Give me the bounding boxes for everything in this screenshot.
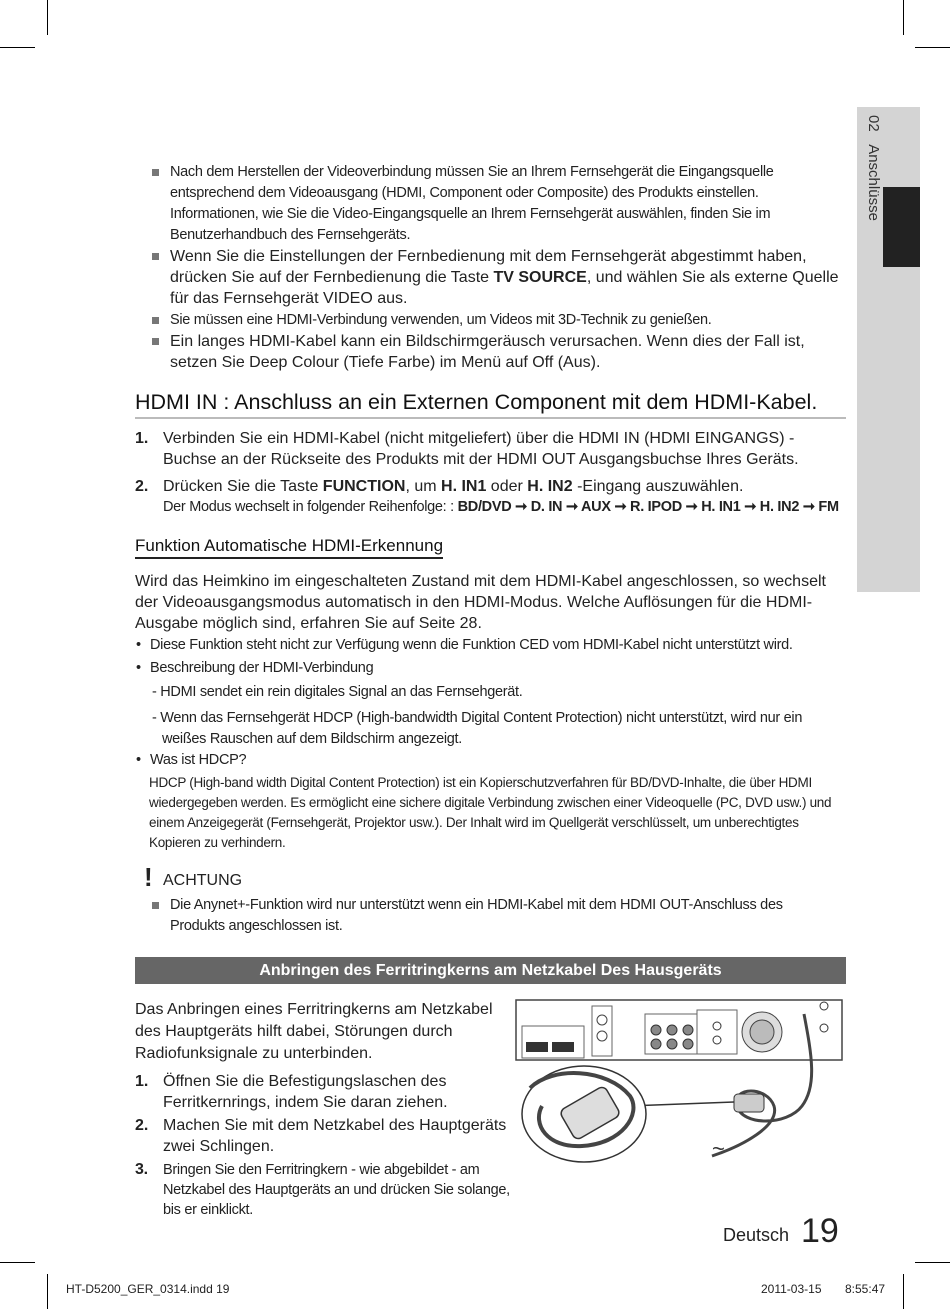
note-item: Sie müssen eine HDMI-Verbindung verwenden, um Videos mit 3D-Technik zu genießen.: [148, 310, 848, 331]
caution-list: [148, 895, 838, 937]
caution-title: ACHTUNG: [163, 872, 243, 889]
crop-mark: [915, 1262, 950, 1263]
ferrite-core-illustration: [512, 996, 848, 1170]
crop-mark: [903, 0, 904, 35]
chapter-sidebar: [857, 107, 920, 592]
ferrite-step-2: 2. Machen Sie mit dem Netzkabel des Hauptgeräts zwei Schlingen.: [135, 1117, 507, 1155]
crop-mark: [0, 47, 35, 48]
hdcp-explanation: HDCP (High-band width Digital Content Protection) ist ein Kopierschutzverfahren für BD/DVD-Inhalte, die über HDMI wiedergegeben werden. Es ermöglicht eine sichere digitale Verbindung zwischen einer Videoquelle (PC, DVD usw.) und einem Anzeigegerät (Fernsehgerät, Projektor usw.). Der Inhalt wird im Quellgerät verschlüsselt, um unberechtigtes Kopieren zu verhindern.: [149, 775, 832, 850]
ferrite-step-1: 1. Öffnen Sie die Befestigungslaschen des Ferritkernrings, indem Sie daran ziehen.: [135, 1073, 448, 1111]
footer-time: 8:55:47: [845, 1282, 886, 1296]
auto-dash-item: - Wenn das Fernsehgerät HDCP (High-bandwidth Digital Content Protection) nicht unterstützt, wird nur ein weißes Rauschen auf dem Bildschirm angezeigt.: [152, 710, 803, 747]
ferrite-step-3: 3. Bringen Sie den Ferritringkern - wie abgebildet - am Netzkabel des Hauptgeräts an und drücken Sie solange, bis er einklickt.: [135, 1161, 510, 1218]
footer-date: 2011-03-15: [761, 1282, 822, 1296]
auto-dash-item: - HDMI sendet ein rein digitales Signal an das Fernsehgerät.: [152, 684, 523, 700]
footer-file: HT-D5200_GER_0314.indd 19: [66, 1282, 230, 1296]
note-item: Nach dem Herstellen der Videoverbindung müssen Sie an Ihrem Fernsehgerät die Eingangsquelle entsprechend dem Videoausgang (HDMI, Component oder Composite) des Produkts einstellen. Informationen, wie Sie die Video-Eingangsquelle an Ihrem Fernsehgerät auswählen, finden Sie im Benutzerhandbuch des Fernsehgeräts.: [148, 162, 848, 246]
crop-mark: [47, 0, 48, 35]
mode-sequence: BD/DVD ➞ D. IN ➞ AUX ➞ R. IPOD ➞ H. IN1 ➞ H. IN2 ➞ FM: [457, 499, 839, 515]
page-number: 19: [801, 1212, 839, 1250]
section-heading-hdmi-in: HDMI IN : Anschluss an ein Externen Component mit dem HDMI-Kabel.: [135, 390, 818, 414]
subheading-auto-hdmi: Funktion Automatische HDMI-Erkennung: [135, 536, 443, 559]
caution-icon: !: [144, 862, 153, 892]
auto-bullet: • Diese Funktion steht nicht zur Verfügung wenn die Funktion CED vom HDMI-Kabel nicht unterstützt wird.: [136, 637, 793, 653]
heading-rule: [135, 417, 846, 419]
crop-mark: [903, 1274, 904, 1309]
crop-mark: [0, 1262, 35, 1263]
ferrite-section-bar: Anbringen des Ferritringkerns am Netzkabel Des Hausgeräts: [135, 957, 846, 984]
chapter-title: Anschlüsse: [865, 144, 882, 221]
note-item: Wenn Sie die Einstellungen der Fernbedienung mit dem Fernsehgerät abgestimmt haben, drücken Sie auf der Fernbedienung die Taste TV SOURCE, und wählen Sie als externe Quelle für das Fernsehgerät VIDEO aus.: [148, 246, 848, 309]
ferrite-intro: Das Anbringen eines Ferritringkerns am Netzkabel des Hauptgeräts hilft dabei, Störungen durch Radiofunksignale zu unterbinden.: [135, 1001, 493, 1062]
chapter-marker: [883, 187, 920, 267]
chapter-number: 02: [865, 115, 882, 132]
auto-intro: Wird das Heimkino im eingeschalteten Zustand mit dem HDMI-Kabel angeschlossen, so wechselt der Videoausgangsmodus automatisch in den HDMI-Modus. Welche Auflösungen für die HDMI-Ausgabe möglich sind, erfahren Sie auf Seite 28.: [135, 573, 826, 632]
caution-item: Die Anynet+-Funktion wird nur unterstützt wenn ein HDMI-Kabel mit dem HDMI OUT-Anschluss des Produkts angeschlossen ist.: [148, 895, 838, 937]
crop-mark: [915, 47, 950, 48]
hdmi-step-2: 2. Drücken Sie die Taste FUNCTION, um H. IN1 oder H. IN2 -Eingang auszuwählen. Der Modus wechselt in folgender Reihenfolge: : BD/DVD ➞ D. IN ➞ AUX ➞ R. IPOD ➞ H. IN1 ➞ H. IN2 ➞ FM: [135, 478, 839, 515]
note-item: Ein langes HDMI-Kabel kann ein Bildschirmgeräusch verursachen. Wenn dies der Fall ist, setzen Sie Deep Colour (Tiefe Farbe) im Menü auf Off (Aus).: [148, 331, 848, 373]
auto-bullet: • Was ist HDCP?: [136, 752, 247, 768]
crop-mark: [47, 1274, 48, 1309]
hdmi-step-1: 1. Verbinden Sie ein HDMI-Kabel (nicht mitgeliefert) über die HDMI IN (HDMI EINGANGS) -Buchse an der Rückseite des Produkts mit der HDMI OUT Ausgangsbuchse Ihres Geräts.: [135, 430, 799, 468]
auto-bullet: • Beschreibung der HDMI-Verbindung: [136, 660, 374, 676]
svg-text:~: ~: [712, 1136, 725, 1161]
chapter-label: [862, 115, 882, 221]
page-language: Deutsch: [723, 1225, 790, 1245]
notes-list: [148, 162, 848, 373]
